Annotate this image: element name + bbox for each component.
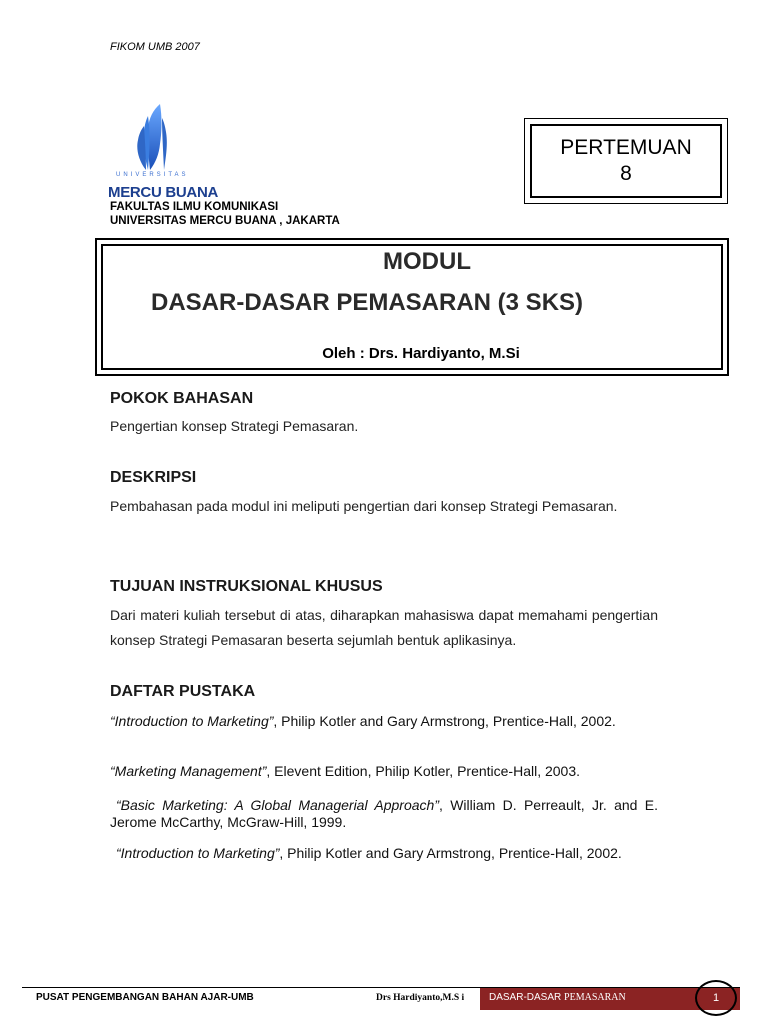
logo-flame-icon bbox=[108, 100, 188, 170]
reference-title: “Marketing Management” bbox=[110, 763, 267, 779]
logo-wordmark: MERCU BUANA bbox=[108, 184, 219, 201]
footer-tag-main: DASAR-DASAR bbox=[489, 992, 562, 1003]
pertemuan-number: 8 bbox=[620, 162, 632, 185]
reference-details: , William D. Perreault, Jr. and E. Jerome McCarthy, McGraw-Hill, 1999. bbox=[110, 797, 658, 830]
pertemuan-box bbox=[524, 118, 728, 204]
reference-title: “Basic Marketing: A Global Managerial Approach” bbox=[116, 797, 439, 813]
reference-title: “Introduction to Marketing” bbox=[110, 713, 274, 729]
module-author: Oleh : Drs. Hardiyanto, M.Si bbox=[322, 345, 520, 362]
reference-item bbox=[110, 845, 658, 862]
section-heading-tujuan: TUJUAN INSTRUKSIONAL KHUSUS bbox=[110, 578, 383, 595]
university-logo bbox=[108, 100, 238, 200]
section-heading-deskripsi: DESKRIPSI bbox=[110, 469, 197, 486]
section-text-tujuan: Dari materi kuliah tersebut di atas, diharapkan mahasiswa dapat memahami pengertian konsep Strategi Pemasaran beserta sejumlah bentuk aplikasinya. bbox=[110, 607, 658, 648]
header-tag: FIKOM UMB 2007 bbox=[110, 41, 200, 53]
section-heading-pokok: POKOK BAHASAN bbox=[110, 390, 254, 407]
reference-title: “Introduction to Marketing” bbox=[116, 845, 280, 861]
module-box bbox=[95, 238, 729, 376]
page-number: 1 bbox=[712, 992, 720, 1004]
footer-author: Drs Hardiyanto,M.S i bbox=[376, 993, 465, 1003]
module-subject: DASAR-DASAR PEMASARAN (3 SKS) bbox=[151, 289, 584, 316]
reference-details: , Philip Kotler and Gary Armstrong, Prentice-Hall, 2002. bbox=[279, 845, 622, 861]
footer-tag-small: PEMASARAN bbox=[564, 992, 626, 1003]
faculty-line-1: FAKULTAS ILMU KOMUNIKASI bbox=[110, 201, 279, 213]
reference-details: , Philip Kotler and Gary Armstrong, Prentice-Hall, 2002. bbox=[273, 713, 616, 729]
module-title: MODUL bbox=[383, 248, 471, 275]
section-text-pokok: Pengertian konsep Strategi Pemasaran. bbox=[110, 418, 359, 434]
reference-item bbox=[110, 797, 658, 831]
faculty-block bbox=[110, 200, 340, 228]
pertemuan-label: PERTEMUAN bbox=[560, 136, 692, 159]
reference-item bbox=[110, 713, 658, 730]
logo-small-text: UNIVERSITAS bbox=[116, 172, 189, 178]
section-text-deskripsi: Pembahasan pada modul ini meliputi pengertian dari konsep Strategi Pemasaran. bbox=[110, 498, 618, 514]
reference-item bbox=[110, 763, 658, 780]
faculty-line-2: UNIVERSITAS MERCU BUANA , JAKARTA bbox=[110, 215, 340, 227]
reference-details: , Elevent Edition, Philip Kotler, Prentice-Hall, 2003. bbox=[266, 763, 581, 779]
footer-left-text: PUSAT PENGEMBANGAN BAHAN AJAR-UMB bbox=[36, 992, 254, 1003]
section-heading-daftar: DAFTAR PUSTAKA bbox=[110, 683, 256, 700]
